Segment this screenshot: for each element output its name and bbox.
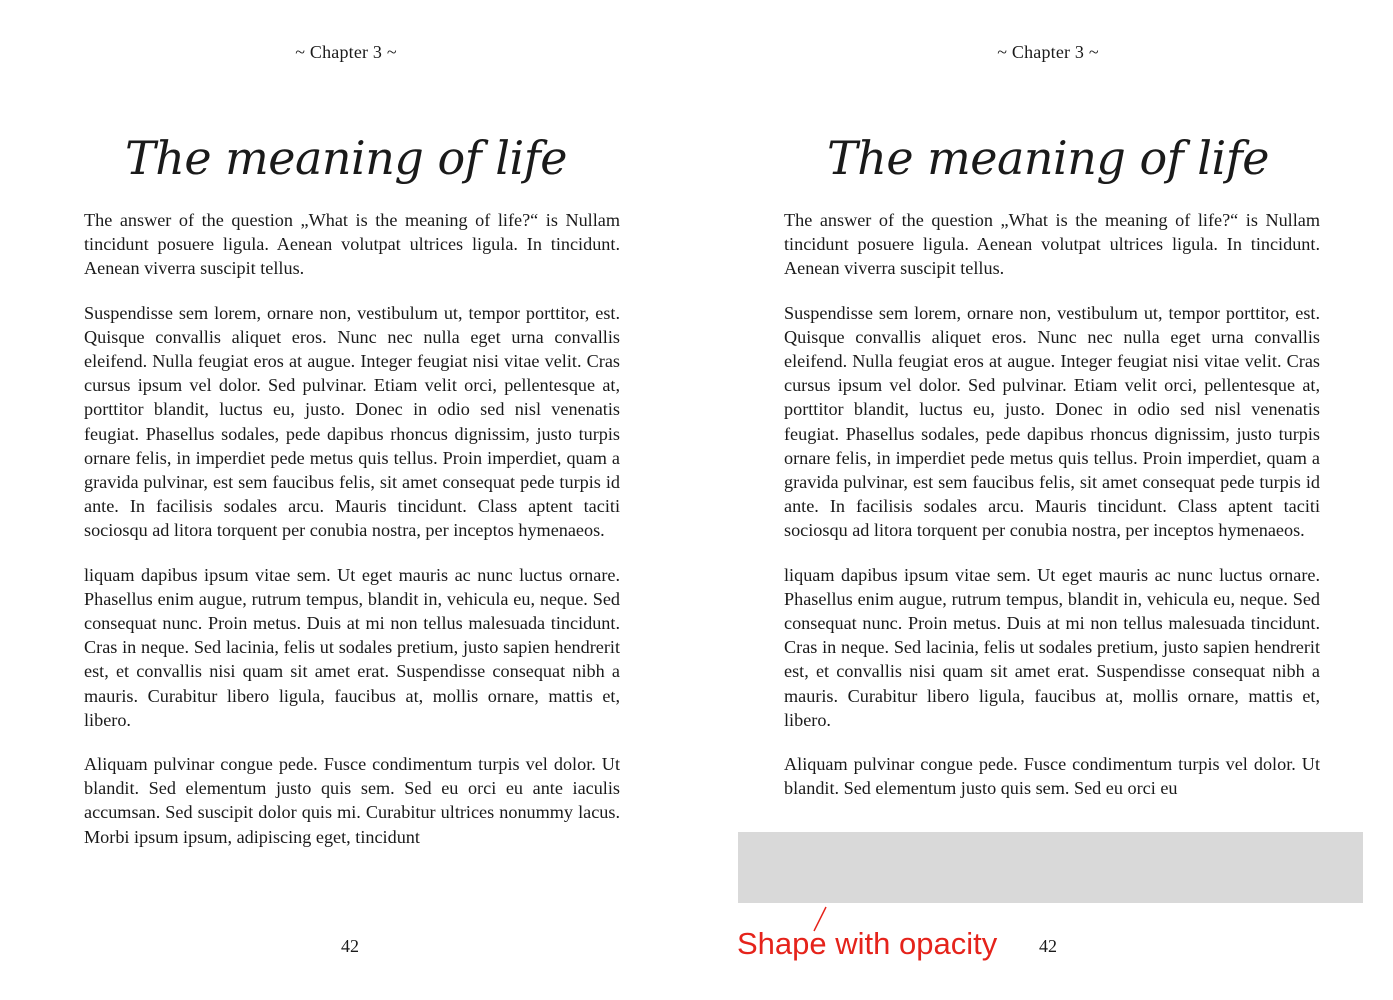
paragraph: The answer of the question „What is the meaning of life?“ is Nullam tincidunt posuere ligula. Aenean volutpat ultrices ligula. In tincidunt. Aenean viverra suscipit tellus. [784,210,1320,279]
paragraph: liquam dapibus ipsum vitae sem. Ut eget mauris ac nunc luctus ornare. Phasellus enim augue, rutrum tempus, blandit in, vehicula eu, neque. Sed consequat nunc. Proin metus. Duis at mi non tellus malesuada tincidunt. Cras in neque. Sed lacinia, felis ut sodales pretium, justo sapien hendrerit est, et convallis nisi quam sit amet erat. Suspendisse consequat nibh a mauris. Curabitur libero ligula, faucibus at, mollis ornare, mattis et, libero. [84,564,620,730]
body-text [84,208,620,869]
paragraph: The answer of the question „What is the meaning of life?“ is Nullam tincidunt posuere ligula. Aenean volutpat ultrices ligula. In tincidunt. Aenean viverra suscipit tellus. [84,210,620,279]
paragraph: Suspendisse sem lorem, ornare non, vestibulum ut, tempor porttitor, est. Quisque convallis aliquet eros. Nunc nec nulla eget urna convallis eleifend. Nulla feugiat eros at augue. Integer feugiat nisi vitae velit. Cras cursus ipsum vel dolor. Sed pulvinar. Etiam velit orci, pellentesque at, porttitor blandit, luctus eu, justo. Donec in odio sed nisl venenatis feugiat. Phasellus sodales, pede dapibus rhoncus dignissim, justo turpis ornare felis, in imperdiet pede metus quis tellus. Proin imperdiet, quam a gravida pulvinar, est sem faucibus felis, sit amet consequat pede turpis id ante. In facilisis sodales arcu. Mauris tincidunt. Class aptent taciti sociosqu ad litora torquent per conubia nostra, per inceptos hymenaeos. [784,302,1320,541]
chapter-label: ~ Chapter 3 ~ [295,42,397,62]
page-number: 42 [341,936,359,956]
paragraph: Aliquam pulvinar congue pede. Fusce condimentum turpis vel dolor. Ut blandit. Sed elementum justo quis sem. Sed eu orci eu [784,754,1320,799]
body-text [784,208,1320,820]
left-page [0,0,696,1000]
chapter-label: ~ Chapter 3 ~ [997,42,1099,62]
chapter-title: The meaning of life [125,130,567,185]
paragraph: Aliquam pulvinar congue pede. Fusce condimentum turpis vel dolor. Ut blandit. Sed elementum justo quis sem. Sed eu orci eu ante iaculis accumsan. Sed suscipit dolor quis mi. Curabitur ultrices nonummy lacus. Morbi ipsum ipsum, adipiscing eget, tincidunt [84,754,620,847]
chapter-title: The meaning of life [827,130,1269,185]
paragraph: liquam dapibus ipsum vitae sem. Ut eget mauris ac nunc luctus ornare. Phasellus enim augue, rutrum tempus, blandit in, vehicula eu, neque. Sed consequat nunc. Proin metus. Duis at mi non tellus malesuada tincidunt. Cras in neque. Sed lacinia, felis ut sodales pretium, justo sapien hendrerit est, et convallis nisi quam sit amet erat. Suspendisse consequat nibh a mauris. Curabitur libero ligula, faucibus at, mollis ornare, mattis et, libero. [784,564,1320,730]
paragraph: Suspendisse sem lorem, ornare non, vestibulum ut, tempor porttitor, est. Quisque convallis aliquet eros. Nunc nec nulla eget urna convallis eleifend. Nulla feugiat eros at augue. Integer feugiat nisi vitae velit. Cras cursus ipsum vel dolor. Sed pulvinar. Etiam velit orci, pellentesque at, porttitor blandit, luctus eu, justo. Donec in odio sed nisl venenatis feugiat. Phasellus sodales, pede dapibus rhoncus dignissim, justo turpis ornare felis, in imperdiet pede metus quis tellus. Proin imperdiet, quam a gravida pulvinar, est sem faucibus felis, sit amet consequat pede turpis id ante. In facilisis sodales arcu. Mauris tincidunt. Class aptent taciti sociosqu ad litora torquent per conubia nostra, per inceptos hymenaeos. [84,302,620,541]
annotation-label: Shape with opacity [737,926,998,961]
opacity-shape [738,832,1363,903]
page-number: 42 [1039,936,1057,956]
